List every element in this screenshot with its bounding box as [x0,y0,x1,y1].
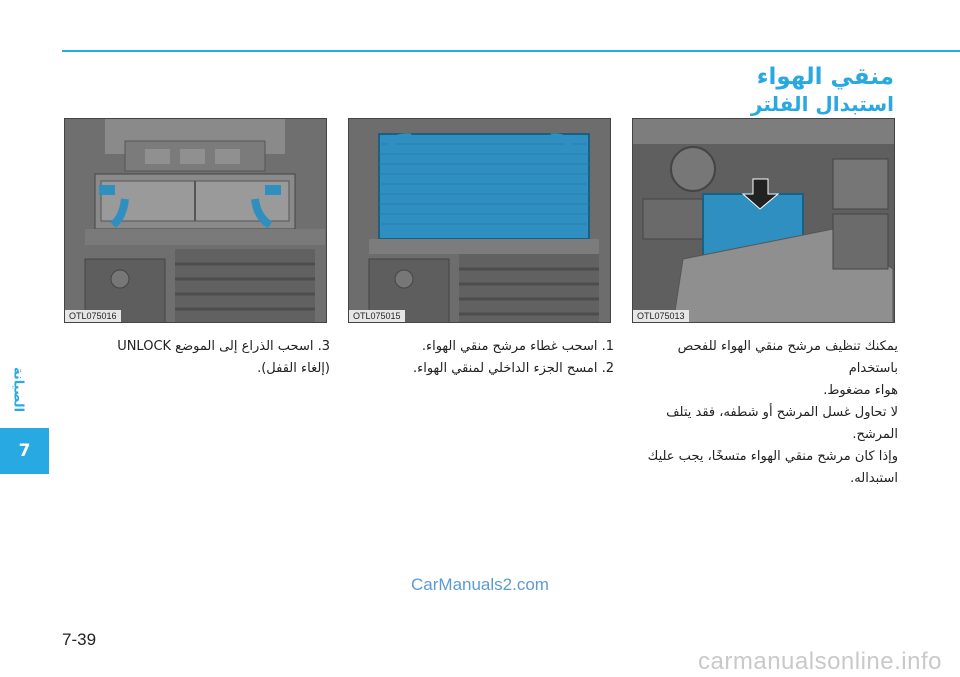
watermark-link[interactable]: CarManuals2.com [411,575,549,594]
page-number: 7-39 [62,630,97,649]
engine-bay-illustration [633,119,895,323]
step-item: 2. امسح الجزء الداخلي لمنقي الهواء. [412,361,614,376]
text-line: لا تحاول غسل المرشح أو شطفه، فقد يتلف المرشح. [666,405,898,442]
text-line: هواء مضغوط. [823,383,898,398]
step-item: (إلغاء القفل). [257,361,330,376]
lever-illustration [65,119,327,323]
photo-caption: OTL075015 [349,310,405,322]
text-line: يمكنك تنظيف مرشح منقي الهواء للفحص باستخدام [677,339,898,376]
photo-caption: OTL075013 [633,310,689,322]
footer-watermark: carmanualsonline.info [698,648,942,675]
step-item: 1. اسحب غطاء مرشح منقي الهواء. [421,339,614,354]
top-rule [62,50,960,52]
section-subtitle: استبدال الفلتر [750,92,894,116]
text-line: استبداله. [850,471,898,486]
photo-caption: OTL075016 [65,310,121,322]
section-title: منقي الهواء [756,64,894,90]
chapter-side-label: الصيانة [10,367,26,413]
steps-cover-text [346,336,614,380]
filter-cover-illustration [349,119,611,323]
text-line: وإذا كان مرشح منقي الهواء متسخًا، يجب عليك [647,449,898,464]
photo-engine-bay [632,118,895,323]
photo-lever-unlock [64,118,327,323]
steps-lever-text [62,336,330,380]
photo-filter-cover [348,118,611,323]
chapter-tab: 7 [0,428,49,474]
intro-text [630,336,898,490]
step-item: 3. اسحب الذراع إلى الموضع UNLOCK [117,339,330,354]
